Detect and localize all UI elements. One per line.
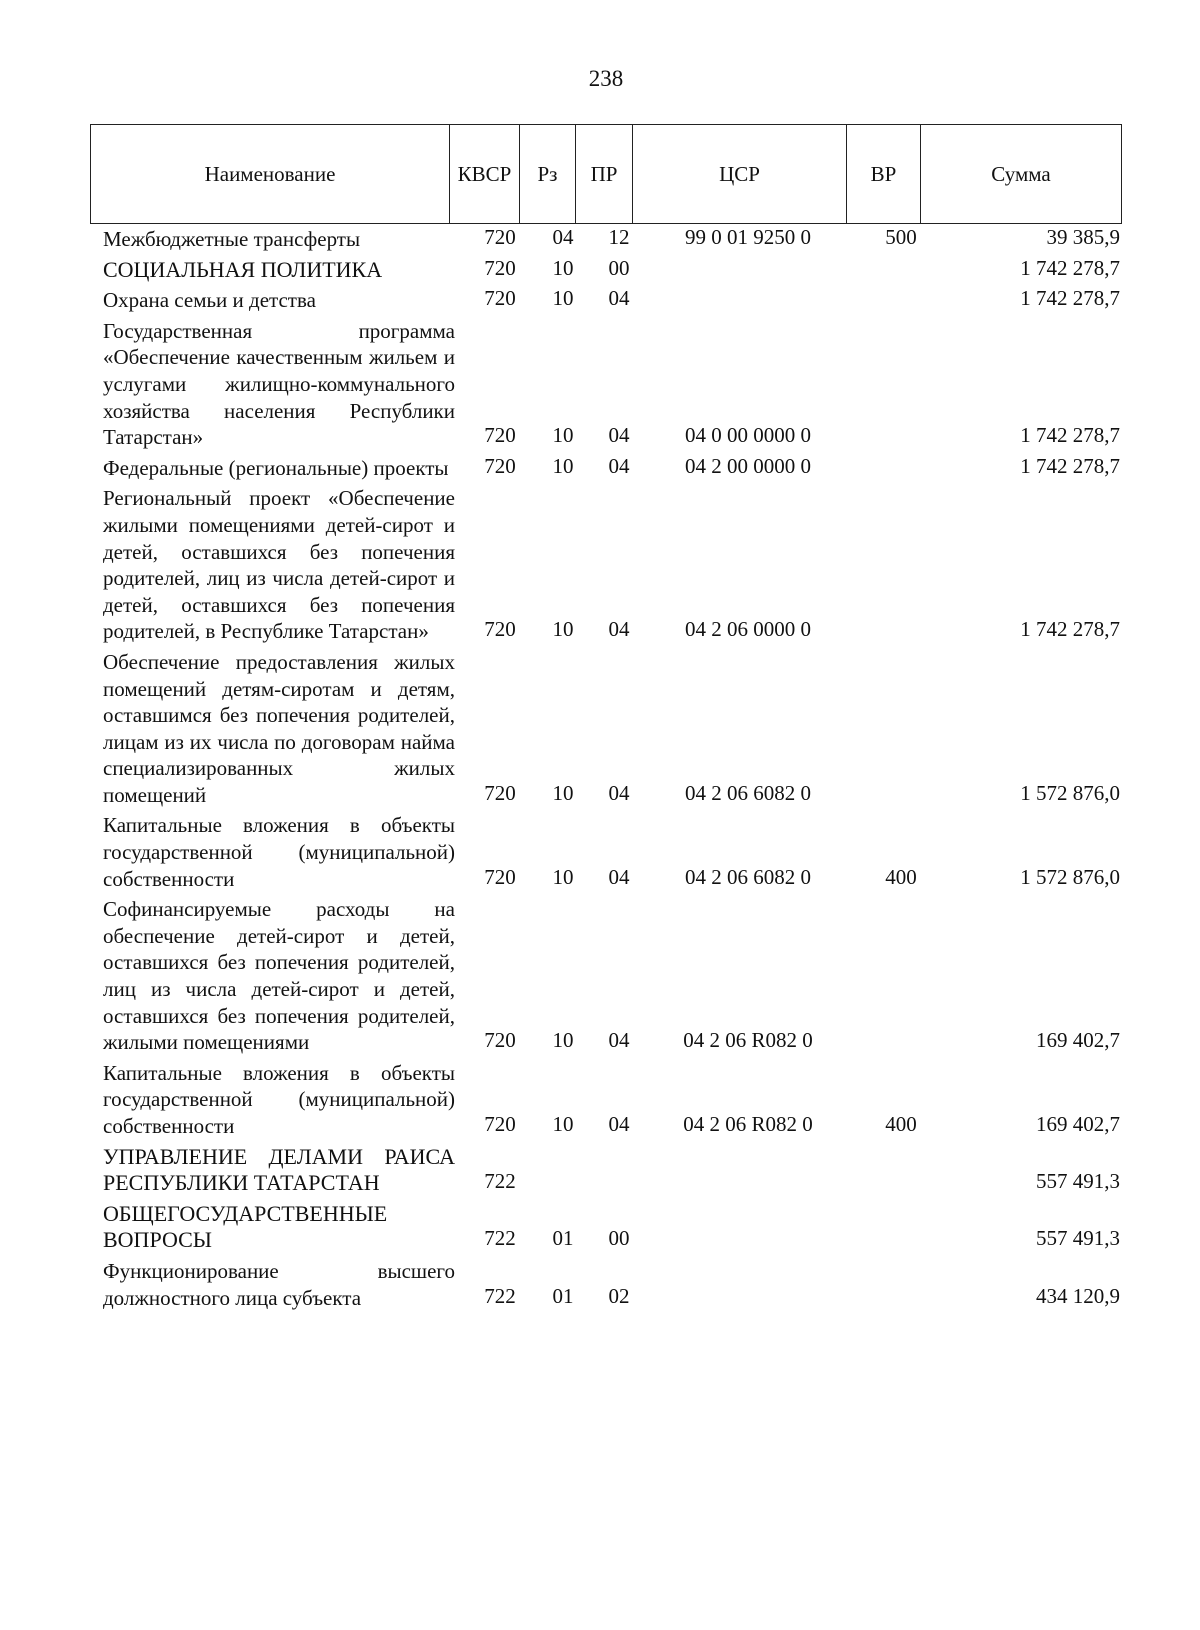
row-rz: 10 [552, 617, 574, 642]
table-row [0, 894, 1200, 1058]
row-csr: 04 2 06 6082 0 [685, 780, 811, 805]
row-rz: 04 [552, 225, 574, 249]
row-kvsr: 722 [484, 1169, 516, 1194]
table-row [0, 453, 1200, 484]
row-kvsr: 720 [484, 1112, 516, 1136]
row-kvsr: 720 [484, 225, 516, 249]
row-kvsr: 720 [484, 453, 516, 478]
row-csr: 04 2 06 6082 0 [685, 864, 811, 889]
row-vr: 400 [885, 864, 917, 889]
row-pr: 04 [608, 1112, 630, 1136]
row-kvsr: 720 [484, 423, 516, 448]
row-vr: 400 [885, 1112, 917, 1136]
row-sum: 1 742 278,7 [1020, 453, 1120, 478]
table-row [0, 483, 1200, 647]
table-row [0, 1058, 1200, 1142]
row-name: Охрана семьи и детства [103, 288, 316, 313]
header-name: Наименование [204, 161, 336, 186]
table-row [0, 255, 1200, 286]
row-pr: 04 [608, 453, 630, 478]
row-sum: 1 742 278,7 [1020, 255, 1120, 280]
row-sum: 169 402,7 [1036, 1112, 1120, 1136]
row-pr: 00 [608, 1226, 630, 1251]
table-row [0, 647, 1200, 811]
table-body [0, 224, 1200, 1313]
header-rz: Рз [519, 125, 575, 223]
row-kvsr: 720 [484, 780, 516, 805]
row-sum: 1 572 876,0 [1020, 780, 1120, 805]
row-pr: 12 [608, 225, 630, 249]
row-vr: 500 [885, 225, 917, 249]
row-name: Софинансируемые расходы на обеспечение детей-сирот и детей, оставшихся без попечения родителей, лиц из числа детей-сирот и детей, оставшихся без попечения родителей, жилыми помещениями [103, 897, 455, 1055]
row-rz: 10 [552, 1112, 574, 1136]
row-rz: 10 [552, 1028, 574, 1053]
table-row [0, 1199, 1200, 1256]
row-pr: 00 [608, 255, 630, 280]
row-sum: 1 742 278,7 [1020, 423, 1120, 448]
row-csr: 04 0 00 0000 0 [685, 423, 811, 448]
row-name: Федеральные (региональные) проекты [103, 455, 449, 480]
row-name: СОЦИАЛЬНАЯ ПОЛИТИКА [103, 256, 383, 282]
table-row [0, 224, 1200, 255]
row-name: Обеспечение предоставления жилых помещений детям-сиротам и детям, оставшимся без попечения родителей, лицам из их числа по договорам найма специализированных жилых помещений [103, 649, 455, 807]
row-kvsr: 720 [484, 255, 516, 280]
header-sum: Сумма [920, 125, 1121, 223]
row-pr: 02 [608, 1283, 630, 1308]
page-number: 238 [588, 66, 624, 91]
row-rz: 10 [552, 286, 574, 311]
header-kvsr: КВСР [449, 125, 519, 223]
row-name: Капитальные вложения в объекты государственной (муниципальной) собственности [103, 1060, 455, 1138]
row-pr: 04 [608, 1028, 630, 1053]
row-sum: 1 572 876,0 [1020, 864, 1120, 889]
table-header [90, 124, 1122, 224]
row-pr: 04 [608, 864, 630, 889]
row-kvsr: 720 [484, 1028, 516, 1053]
row-kvsr: 720 [484, 617, 516, 642]
row-rz: 10 [552, 423, 574, 448]
row-sum: 434 120,9 [1036, 1283, 1120, 1308]
row-name: Государственная программа «Обеспечение качественным жильем и услугами жилищно-коммунального хозяйства населения Республики Татарстан» [103, 318, 455, 450]
row-csr: 99 0 01 9250 0 [685, 225, 811, 249]
header-vr: ВР [846, 125, 920, 223]
row-sum: 1 742 278,7 [1020, 617, 1120, 642]
header-pr: ПР [575, 125, 632, 223]
table-row [0, 810, 1200, 894]
row-kvsr: 720 [484, 864, 516, 889]
row-name: Капитальные вложения в объекты государственной (муниципальной) собственности [103, 813, 455, 891]
row-csr: 04 2 06 R082 0 [683, 1028, 813, 1053]
table-row [0, 316, 1200, 453]
row-rz: 10 [552, 864, 574, 889]
row-pr: 04 [608, 286, 630, 311]
table-row [0, 285, 1200, 316]
row-pr: 04 [608, 617, 630, 642]
row-csr: 04 2 06 0000 0 [685, 617, 811, 642]
row-csr: 04 2 00 0000 0 [685, 453, 811, 478]
row-sum: 39 385,9 [1046, 225, 1120, 249]
row-rz: 01 [552, 1283, 574, 1308]
row-pr: 04 [608, 780, 630, 805]
row-sum: 1 742 278,7 [1020, 286, 1120, 311]
row-rz: 10 [552, 453, 574, 478]
row-kvsr: 722 [484, 1283, 516, 1308]
row-sum: 557 491,3 [1036, 1169, 1120, 1194]
row-name: УПРАВЛЕНИЕ ДЕЛАМИ РАИСА РЕСПУБЛИКИ ТАТАРСТАН [103, 1143, 455, 1196]
row-name: Функционирование высшего должностного лица субъекта [103, 1258, 455, 1310]
row-csr: 04 2 06 R082 0 [683, 1112, 813, 1136]
row-kvsr: 722 [484, 1226, 516, 1251]
row-pr: 04 [608, 423, 630, 448]
row-sum: 557 491,3 [1036, 1226, 1120, 1251]
row-kvsr: 720 [484, 286, 516, 311]
row-name: ОБЩЕГОСУДАРСТВЕННЫЕ ВОПРОСЫ [103, 1200, 388, 1253]
row-sum: 169 402,7 [1036, 1028, 1120, 1053]
table-row [0, 1142, 1200, 1199]
row-name: Региональный проект «Обеспечение жилыми помещениями детей-сирот и детей, оставшихся без попечения родителей, лиц из числа детей-сирот и детей, оставшихся без попечения родителей, в Республике Татарстан» [103, 486, 455, 644]
row-name: Межбюджетные трансферты [103, 227, 361, 251]
row-rz: 10 [552, 780, 574, 805]
header-csr: ЦСР [632, 125, 846, 223]
row-rz: 01 [552, 1226, 574, 1251]
table-row [0, 1256, 1200, 1313]
row-rz: 10 [552, 255, 574, 280]
